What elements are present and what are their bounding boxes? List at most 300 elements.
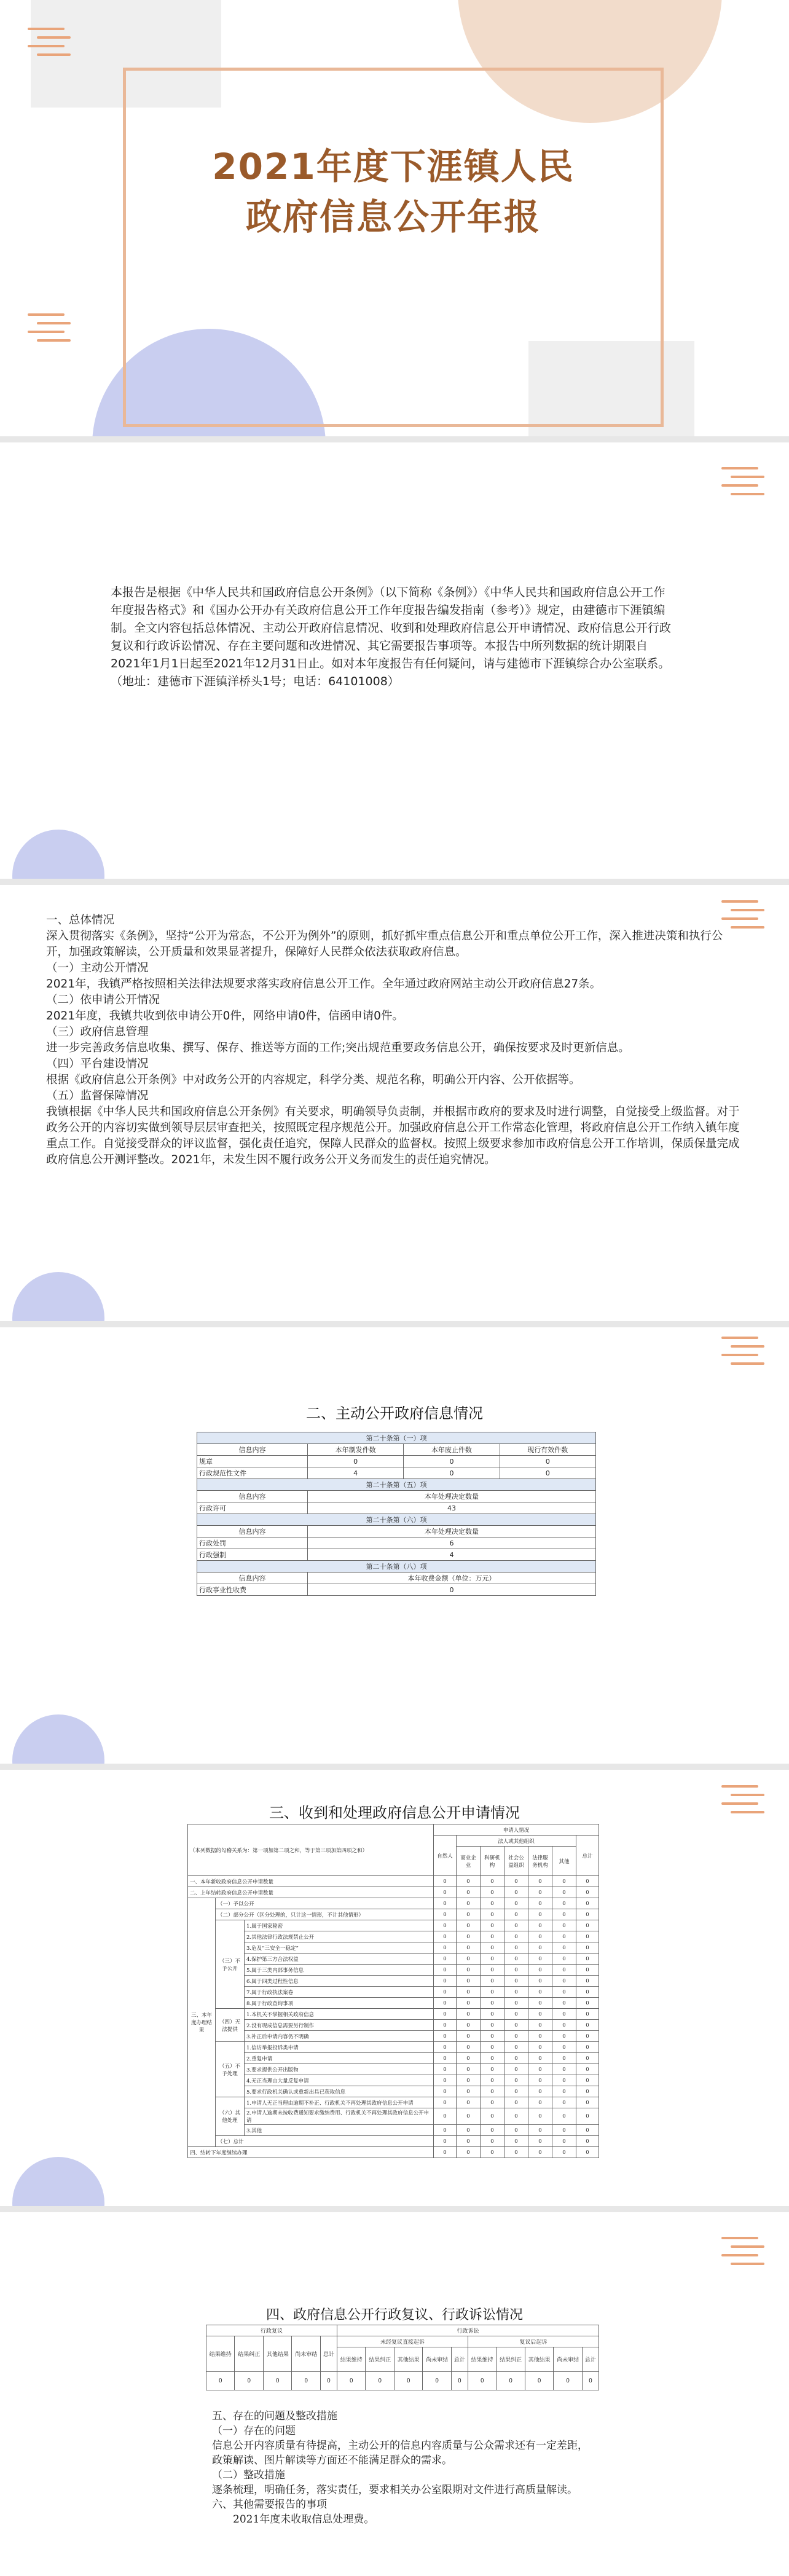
section3-value-cell: 0 [552,1987,576,1998]
overview-sub1-text: 2021年，我镇严格按照相关法律法规要求落实政府信息公开工作。全年通过政府网站主动公开政府信息27条。 [46,978,602,991]
section3-value-cell: 0 [481,1920,504,1931]
cover-title-line1: 2021年度下涯镇人民 [212,146,575,187]
section2-row1-0-v3: 0 [500,1456,595,1467]
section2-head4-col1: 本年收费金额（单位：万元） [307,1573,595,1584]
section3-col-other: 其他 [552,1847,576,1876]
section4-suit-col: 尚未审结 [554,2347,582,2372]
section2-head1-col1: 本年制发件数 [307,1444,403,1456]
section3-value-cell: 0 [528,2075,552,2086]
table-row [188,2031,599,2042]
section3-value-cell: 0 [528,1976,552,1987]
section3-value-cell: 0 [434,2064,457,2075]
section3-row-label: 1.本机关不掌握相关政府信息 [245,2009,434,2020]
section4-title: 四、政府信息公开行政复议、行政诉讼情况 [265,2307,523,2323]
section3-value-cell: 0 [481,1965,504,1976]
overview-intro-paragraph: 深入贯彻落实《条例》，坚持“公开为常态，不公开为例外”的原则，抓好抓牢重点信息公开和重点单位公开工作，深入推进决策和执行公开，加强政策解读，公开质量和效果显著提升，保障好人民群众依法获取政府信息。 [46,930,723,959]
section3-value-cell: 0 [504,2042,528,2053]
table-row [188,1942,599,1954]
section3-value-cell: 0 [457,1876,481,1887]
section3-top-header: 申请人情况 [434,1824,599,1836]
section3-value-cell: 0 [528,2020,552,2031]
section3-value-cell: 0 [434,2053,457,2064]
section3-value-cell: 0 [504,1887,528,1898]
section3-value-cell: 0 [576,2125,599,2136]
section3-value-cell: 0 [576,1987,599,1998]
section3-row-label: 3.补正后申请内容仍不明确 [245,2031,434,2042]
section4-group-suit: 行政诉讼 [337,2325,599,2336]
section3-value-cell: 0 [504,2075,528,2086]
section3-table [187,1824,599,2158]
section3-value-cell: 0 [434,2042,457,2053]
table-row [188,1909,599,1920]
section3-group-main: 三、本年度办理结果 [188,1898,216,2147]
section3-value-cell: 0 [481,2097,504,2108]
section2-row1-0-label: 规章 [197,1456,308,1467]
section3-value-cell: 0 [552,1954,576,1965]
section4-value-cell: 0 [451,2372,468,2390]
section3-value-cell: 0 [434,2147,457,2158]
section5-measure-heading: （二）整改措施 [212,2469,285,2481]
section3-value-cell: 0 [528,2053,552,2064]
section3-row-label: 5.属于三类内部事务信息 [245,1965,434,1976]
section3-value-cell: 0 [576,2097,599,2108]
section3-value-cell: 0 [552,2031,576,2042]
section3-value-cell: 0 [481,1942,504,1954]
section4-review-col: 总计 [320,2336,337,2372]
section3-value-cell: 0 [528,2031,552,2042]
section4-table [206,2325,599,2390]
section3-row-label: （七）总计 [216,2136,434,2147]
section3-row-label: （一）予以公开 [216,1898,434,1909]
section3-value-cell: 0 [481,2020,504,2031]
section2-row4-0-v: 0 [307,1584,595,1596]
overview-sub2-heading: （二）依申请公开情况 [46,994,160,1007]
section3-value-cell: 0 [552,2147,576,2158]
table-row [188,2064,599,2075]
section4-deco-lines [721,2237,764,2271]
section3-value-cell: 0 [434,1954,457,1965]
section3-row-label: 7.属于行政执法案卷 [245,1987,434,1998]
section3-value-cell: 0 [552,1942,576,1954]
section3-value-cell: 0 [528,1931,552,1942]
section2-head2-col0: 信息内容 [197,1491,308,1502]
section3-value-cell: 0 [457,1898,481,1909]
section3-value-cell: 0 [552,2009,576,2020]
section2-row4-0-label: 行政事业性收费 [197,1584,308,1596]
section3-value-cell: 0 [481,2075,504,2086]
overview-sub5-text: 我镇根据《中华人民共和国政府信息公开条例》有关要求，明确领导负责制，并根据市政府的要求及时进行调整，自觉接受上级监督。对于政务公开的内容切实做到领导层层审查把关，按照既定程序规范公开。加强政府信息公开工作常态化管理，将政府信息公开工作纳入镇年度重点工作。自觉接受群众的评议监督，强化责任追究，保障人民群众的监督权。按照上级要求参加市政府信息公开工作培训，保质保量完成政府信息公开测评整改。2021年，未发生因不履行政务公开义务而发生的责任追究情况。 [46,1105,740,1166]
section3-row-label: 2.没有现成信息需要另行制作 [245,2020,434,2031]
section3-row-label: 2.其他法律行政法规禁止公开 [245,1931,434,1942]
section3-value-cell: 0 [528,2064,552,2075]
section3-value-cell: 0 [481,2064,504,2075]
section2-row2-0-label: 行政许可 [197,1502,308,1514]
section4-review-col: 结果纠正 [235,2336,263,2372]
section3-value-cell: 0 [457,1987,481,1998]
overview-sub1-heading: （一）主动公开情况 [46,962,149,975]
overview-sub2-text: 2021年度，我镇共收到依申请公开0件，网络申请0件，信函申请0件。 [46,1010,404,1023]
section3-value-cell: 0 [434,1876,457,1887]
table-row [188,1976,599,1987]
section3-value-cell: 0 [434,1998,457,2009]
section3-value-cell: 0 [457,2031,481,2042]
table-row [188,1954,599,1965]
section3-value-cell: 0 [481,1976,504,1987]
section3-value-cell: 0 [576,2147,599,2158]
section3-row-label: 5.要求行政机关确认或重新出具已获取信息 [245,2086,434,2097]
section3-value-cell: 0 [457,1887,481,1898]
section3-value-cell: 0 [457,2108,481,2125]
cover-title-line2: 政府信息公开年报 [245,196,541,238]
section4-value-cell: 0 [206,2372,235,2390]
table-row [188,2097,599,2108]
section3-value-cell: 0 [528,2108,552,2125]
section2-head3-col1: 本年处理决定数量 [307,1526,595,1537]
section3-value-cell: 0 [504,1965,528,1976]
section3-value-cell: 0 [481,1987,504,1998]
section3-col-public-welfare: 社会公益组织 [504,1847,528,1876]
section4-suit-col: 其他结果 [394,2347,422,2372]
section2-row1-0-v1: 0 [307,1456,403,1467]
section3-value-cell: 0 [434,2125,457,2136]
overview-sub4-heading: （四）平台建设情况 [46,1058,149,1070]
section3-value-cell: 0 [552,2020,576,2031]
section3-group3: （三）不予公开 [216,1920,245,2009]
section2-row1-1-v1: 4 [307,1467,403,1479]
section4-value-cell: 0 [394,2372,422,2390]
section2-deco-lines [721,1337,764,1371]
section3-value-cell: 0 [528,2136,552,2147]
section4-value-cell: 0 [235,2372,263,2390]
cover-slide [0,0,789,436]
section3-value-cell: 0 [504,2031,528,2042]
section3-value-cell: 0 [504,2086,528,2097]
cover-deco-lines-bottom [28,313,71,348]
section4-value-cell: 0 [366,2372,394,2390]
cover-title [123,141,664,242]
section3-value-cell: 0 [434,2020,457,2031]
section3-value-cell: 0 [481,2147,504,2158]
section3-value-cell: 0 [528,2042,552,2053]
section3-value-cell: 0 [552,1976,576,1987]
section4-value-cell: 0 [525,2372,553,2390]
section3-value-cell: 0 [576,1976,599,1987]
cover-frame [123,68,664,427]
section3-value-cell: 0 [457,1954,481,1965]
section3-value-cell: 0 [528,2086,552,2097]
section3-value-cell: 0 [552,2108,576,2125]
section3-value-cell: 0 [576,1998,599,2009]
section2-row1-0-v2: 0 [404,1456,500,1467]
section3-col-commercial: 商业企业 [457,1847,481,1876]
section2-row1-1-v2: 0 [404,1467,500,1479]
section3-value-cell: 0 [552,1898,576,1909]
section3-value-cell: 0 [528,1876,552,1887]
section3-value-cell: 0 [552,1965,576,1976]
section3-value-cell: 0 [457,2136,481,2147]
section3-value-cell: 0 [481,2053,504,2064]
section3-value-cell: 0 [552,1876,576,1887]
section4-suit-col: 总计 [451,2347,468,2372]
section3-row-label: 4.保护第三方合法权益 [245,1954,434,1965]
section3-value-cell: 0 [528,1909,552,1920]
section5-text [212,2409,593,2527]
section4-suit-col: 结果纠正 [366,2347,394,2372]
section3-value-cell: 0 [457,2020,481,2031]
section3-col-total: 总计 [576,1836,599,1876]
section3-value-cell: 0 [576,1898,599,1909]
section2-table [197,1432,596,1596]
section3-value-cell: 0 [504,1987,528,1998]
intro-paragraph: 本报告是根据《中华人民共和国政府信息公开条例》（以下简称《条例》）《中华人民共和国政府信息公开工作年度报告格式》和《国办公开办有关政府信息公开工作年度报告编发指南（参考）》规定，由建德市下涯镇编制。全文内容包括总体情况、主动公开政府信息情况、收到和处理政府信息公开申请情况、政府信息公开行政复议和行政诉讼情况、存在主要问题和改进情况、其它需要报告事项等。本报告中所列数据的统计期限自2021年1月1日起至2021年12月31日止。如对本年度报告有任何疑问，请与建德市下涯镇综合办公室联系。（地址：建德市下涯镇洋桥头1号；电话：64101008） [111,586,672,688]
section3-value-cell: 0 [528,1987,552,1998]
section4-review-col: 其他结果 [263,2336,291,2372]
section3-value-cell: 0 [481,2108,504,2125]
overview-sub5-heading: （五）监督保障情况 [46,1090,149,1102]
section4-suit-col: 总计 [582,2347,599,2372]
section3-value-cell: 0 [528,1942,552,1954]
section3-value-cell: 0 [457,2009,481,2020]
section2-row3-1-label: 行政强制 [197,1549,308,1561]
section3-value-cell: 0 [528,1898,552,1909]
section3-value-cell: 0 [481,1887,504,1898]
section3-row-label: 8.属于行政查询事项 [245,1998,434,2009]
section3-purple-circle [12,2157,104,2206]
table-row [188,1998,599,2009]
section5-measure-text: 逐条梳理，明确任务，落实责任，要求相关办公室限期对文件进行高质量解读。 [212,2484,578,2496]
section3-row-label: 4.无正当理由大量反复申请 [245,2075,434,2086]
table-row [188,1965,599,1976]
overview-heading: 一、总体情况 [46,914,115,927]
section3-value-cell: 0 [504,2125,528,2136]
section4-sub-after: 复议后起诉 [468,2336,599,2347]
section3-value-cell: 0 [504,2097,528,2108]
section3-value-cell: 0 [504,1931,528,1942]
section3-value-cell: 0 [528,1887,552,1898]
overview-sub4-text: 根据《政府信息公开条例》中对政务公开的内容规定，科学分类、规范名称，明确公开内容、公开依据等。 [46,1074,581,1086]
section3-value-cell: 0 [457,1942,481,1954]
section3-value-cell: 0 [552,1887,576,1898]
section3-col-legal-group: 法人或其他组织 [457,1836,576,1847]
section2-row1-1-label: 行政规范性文件 [197,1467,308,1479]
section2-head1-col2: 本年废止件数 [404,1444,500,1456]
section3-value-cell: 0 [457,2042,481,2053]
section2-slide [0,1327,789,1764]
table-row [188,2125,599,2136]
section3-value-cell: 0 [552,2064,576,2075]
section3-value-cell: 0 [481,2125,504,2136]
section3-value-cell: 0 [434,2009,457,2020]
section2-head1-col3: 现行有效件数 [500,1444,595,1456]
table-row [188,1876,599,1887]
section3-value-cell: 0 [552,2053,576,2064]
section3-value-cell: 0 [457,1909,481,1920]
section3-value-cell: 0 [481,2009,504,2020]
section3-value-cell: 0 [576,2020,599,2031]
section2-row3-0-label: 行政处罚 [197,1537,308,1549]
section6-heading: 六、其他需要报告的事项 [212,2499,327,2511]
section3-value-cell: 0 [528,2009,552,2020]
section3-value-cell: 0 [457,1920,481,1931]
section4-value-cell: 0 [337,2372,365,2390]
section4-value-cell: 0 [554,2372,582,2390]
section3-value-cell: 0 [457,2064,481,2075]
section3-value-cell: 0 [504,1998,528,2009]
overview-sub3-text: 进一步完善政务信息收集、撰写、保存、推送等方面的工作;突出规范重要政务信息公开，确保按要求及时更新信息。 [46,1042,630,1054]
section4-suit-col: 尚未审结 [423,2347,451,2372]
section4-value-cell: 0 [263,2372,291,2390]
section3-value-cell: 0 [434,2031,457,2042]
section3-value-cell: 0 [552,1909,576,1920]
section3-row-label: 1.申请人无正当理由逾期不补正、行政机关不再处理其政府信息公开申请 [245,2097,434,2108]
section3-row-label: 一、本年新收政府信息公开申请数量 [188,1876,434,1887]
overview-purple-circle [12,1272,104,1321]
section3-group6: （六）其他处理 [216,2097,245,2136]
section2-band2: 第二十条第（五）项 [197,1479,596,1491]
cover-deco-lines-top [28,28,71,62]
intro-deco-lines [721,467,764,501]
section3-value-cell: 0 [434,1920,457,1931]
section3-row-label: 2.重复申请 [245,2053,434,2064]
section2-head1-col0: 信息内容 [197,1444,308,1456]
section3-value-cell: 0 [576,1965,599,1976]
section4-group-review: 行政复议 [206,2325,337,2336]
section3-value-cell: 0 [504,2053,528,2064]
section3-value-cell: 0 [457,1931,481,1942]
section3-value-cell: 0 [504,2147,528,2158]
section2-row3-0-v: 6 [307,1537,595,1549]
section3-value-cell: 0 [576,2136,599,2147]
section5-problem-heading: （一）存在的问题 [212,2425,296,2437]
section4-suit-col: 结果维持 [468,2347,496,2372]
section3-value-cell: 0 [576,2042,599,2053]
section3-value-cell: 0 [576,1920,599,1931]
section3-value-cell: 0 [528,2147,552,2158]
section3-slide [0,1770,789,2206]
section3-value-cell: 0 [552,1998,576,2009]
section3-value-cell: 0 [552,2136,576,2147]
section3-value-cell: 0 [481,1876,504,1887]
section3-col-research: 科研机构 [481,1847,504,1876]
section5-heading: 五、存在的问题及整改措施 [212,2410,337,2422]
section3-value-cell: 0 [576,2086,599,2097]
section2-head4-col0: 信息内容 [197,1573,308,1584]
section2-band1: 第二十条第（一）项 [197,1432,596,1444]
section3-value-cell: 0 [504,2009,528,2020]
section3-row-label: （二）部分公开（区分处理的，只计这一情形，不计其他情形） [216,1909,434,1920]
section3-value-cell: 0 [504,2020,528,2031]
section3-value-cell: 0 [552,2042,576,2053]
section3-value-cell: 0 [481,2136,504,2147]
section3-value-cell: 0 [434,1898,457,1909]
section3-value-cell: 0 [504,2108,528,2125]
section3-corner-note: （本列数据的勾稽关系为：第一项加第二项之和，等于第三项加第四项之和） [188,1824,434,1876]
section2-row3-1-v: 4 [307,1549,595,1561]
section3-value-cell: 0 [552,1931,576,1942]
section3-value-cell: 0 [504,2064,528,2075]
section3-value-cell: 0 [576,2053,599,2064]
table-row [188,2086,599,2097]
section3-value-cell: 0 [434,2136,457,2147]
section3-row-label: 四、结转下年度继续办理 [188,2147,434,2158]
section2-head2-col1: 本年处理决定数量 [307,1491,595,1502]
section3-value-cell: 0 [457,1965,481,1976]
section3-value-cell: 0 [434,2097,457,2108]
table-row [188,1887,599,1898]
section3-value-cell: 0 [576,1931,599,1942]
overview-sub3-heading: （三）政府信息管理 [46,1026,149,1039]
intro-slide [0,442,789,879]
section3-value-cell: 0 [576,1942,599,1954]
section3-value-cell: 0 [481,1954,504,1965]
section3-value-cell: 0 [457,2125,481,2136]
section3-col-natural: 自然人 [434,1836,457,1876]
table-row [188,2020,599,2031]
section3-col-legal-service: 法律服务机构 [528,1847,552,1876]
table-row [188,2009,599,2020]
table-row [188,1931,599,1942]
section2-head3-col0: 信息内容 [197,1526,308,1537]
section2-title: 二、主动公开政府信息情况 [306,1405,483,1422]
section3-value-cell: 0 [457,1998,481,2009]
section3-value-cell: 0 [434,1976,457,1987]
section3-value-cell: 0 [576,1876,599,1887]
section3-value-cell: 0 [504,1876,528,1887]
section3-value-cell: 0 [552,2125,576,2136]
section3-value-cell: 0 [481,2042,504,2053]
section4-review-col: 结果维持 [206,2336,235,2372]
section3-value-cell: 0 [552,2097,576,2108]
table-row [188,2136,599,2147]
section4-value-cell: 0 [320,2372,337,2390]
section2-row2-0-v: 43 [307,1502,595,1514]
section4-value-cell: 0 [423,2372,451,2390]
overview-text [46,913,744,1168]
section3-value-cell: 0 [434,1987,457,1998]
section4-value-cell: 0 [582,2372,599,2390]
section3-value-cell: 0 [434,1942,457,1954]
section3-value-cell: 0 [576,1909,599,1920]
section4-sub-direct: 未经复议直接起诉 [337,2336,468,2347]
section3-value-cell: 0 [504,1942,528,1954]
section3-row-label: 3.其他 [245,2125,434,2136]
section2-row1-1-v3: 0 [500,1467,595,1479]
section3-value-cell: 0 [481,2086,504,2097]
section3-value-cell: 0 [434,2108,457,2125]
section3-value-cell: 0 [576,2064,599,2075]
section3-value-cell: 0 [504,1909,528,1920]
section3-value-cell: 0 [504,1954,528,1965]
section3-value-cell: 0 [434,2075,457,2086]
section3-value-cell: 0 [504,2136,528,2147]
section3-value-cell: 0 [576,1887,599,1898]
section3-value-cell: 0 [528,1965,552,1976]
section3-value-cell: 0 [434,1909,457,1920]
section3-value-cell: 0 [457,2075,481,2086]
section3-value-cell: 0 [576,2031,599,2042]
section3-value-cell: 0 [504,1898,528,1909]
table-row [188,1898,599,1909]
section3-value-cell: 0 [576,2075,599,2086]
section3-value-cell: 0 [434,1965,457,1976]
table-row [188,2042,599,2053]
section3-row-label: 二、上年结转政府信息公开申请数量 [188,1887,434,1898]
section2-band4: 第二十条第（八）项 [197,1561,596,1573]
section3-value-cell: 0 [528,1998,552,2009]
section3-value-cell: 0 [552,1920,576,1931]
section3-group4: （四）无法提供 [216,2009,245,2042]
section3-value-cell: 0 [552,2086,576,2097]
